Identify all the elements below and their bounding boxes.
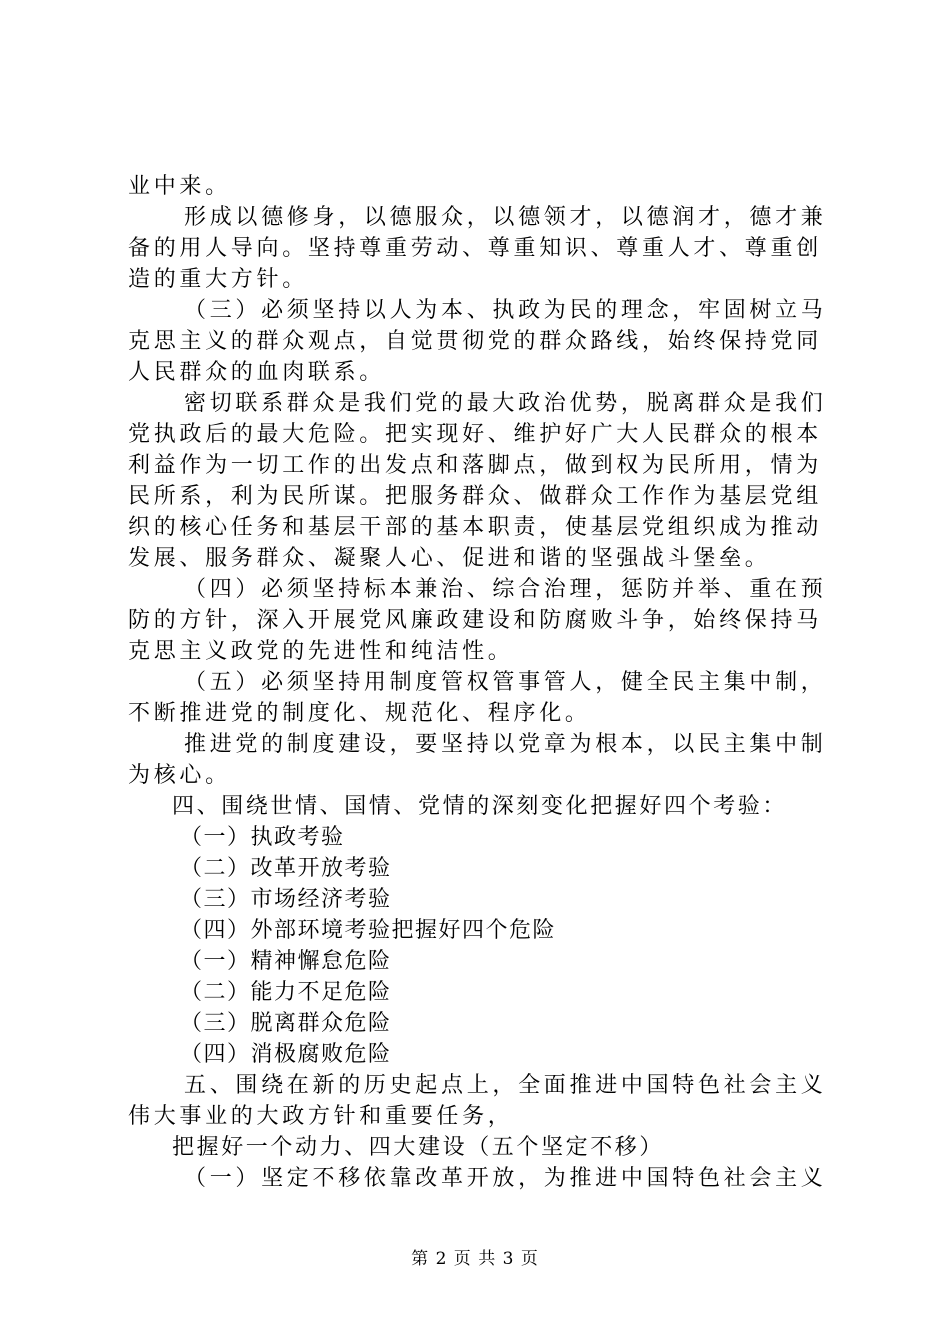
text-line: （五）必须坚持用制度管权管事管人，健全民主集中制，: [184, 670, 827, 695]
text-line: 民所系，利为民所谋。把服务群众、做群众工作作为基层党组: [128, 484, 822, 509]
text-line: 为核心。: [128, 763, 231, 788]
text-line: 把握好一个动力、四大建设（五个坚定不移）: [172, 1135, 665, 1160]
text-line: 四、围绕世情、国情、党情的深刻变化把握好四个考验：: [172, 794, 788, 819]
text-line: 防的方针，深入开展党风廉政建设和防腐败斗争，始终保持马: [128, 608, 822, 633]
text-line: 利益作为一切工作的出发点和落脚点，做到权为民所用，情为: [128, 453, 822, 478]
text-line: 五、围绕在新的历史起点上，全面推进中国特色社会主义: [184, 1073, 827, 1098]
text-line: （一）精神懈怠危险: [180, 949, 392, 974]
text-line: （二）改革开放考验: [180, 856, 392, 881]
text-line: 备的用人导向。坚持尊重劳动、尊重知识、尊重人才、尊重创: [128, 236, 822, 261]
text-line: 伟大事业的大政方针和重要任务，: [128, 1104, 514, 1129]
text-line: 党执政后的最大危险。把实现好、维护好广大人民群众的根本: [128, 422, 822, 447]
text-line: （三）必须坚持以人为本、执政为民的理念，牢固树立马: [184, 298, 827, 323]
text-line: （一）执政考验: [180, 825, 345, 850]
text-line: 业中来。: [128, 174, 231, 199]
text-line: 形成以德修身，以德服众，以德领才，以德润才，德才兼: [184, 205, 827, 230]
text-line: 推进党的制度建设，要坚持以党章为根本，以民主集中制: [184, 732, 827, 757]
text-line: （二）能力不足危险: [180, 980, 392, 1005]
text-line: 不断推进党的制度化、规范化、程序化。: [128, 701, 591, 726]
page-number-footer: 第 2 页 共 3 页: [411, 1249, 539, 1269]
text-line: 织的核心任务和基层干部的基本职责，使基层党组织成为推动: [128, 515, 822, 540]
text-line: 密切联系群众是我们党的最大政治优势，脱离群众是我们: [184, 391, 827, 416]
text-line: 克思主义政党的先进性和纯洁性。: [128, 639, 514, 664]
text-line: 造的重大方针。: [128, 267, 308, 292]
text-line: 发展、服务群众、凝聚人心、促进和谐的坚强战斗堡垒。: [128, 546, 771, 571]
text-line: 人民群众的血肉联系。: [128, 360, 386, 385]
text-line: （三）市场经济考验: [180, 887, 392, 912]
text-line: （四）必须坚持标本兼治、综合治理，惩防并举、重在预: [184, 577, 827, 602]
text-line: 克思主义的群众观点，自觉贯彻党的群众路线，始终保持党同: [128, 329, 822, 354]
text-line: （四）消极腐败危险: [180, 1042, 392, 1067]
text-line: （四）外部环境考验把握好四个危险: [180, 918, 557, 943]
text-line: （三）脱离群众危险: [180, 1011, 392, 1036]
text-line: （一）坚定不移依靠改革开放，为推进中国特色社会主义: [184, 1166, 827, 1191]
document-body: [128, 171, 833, 1194]
